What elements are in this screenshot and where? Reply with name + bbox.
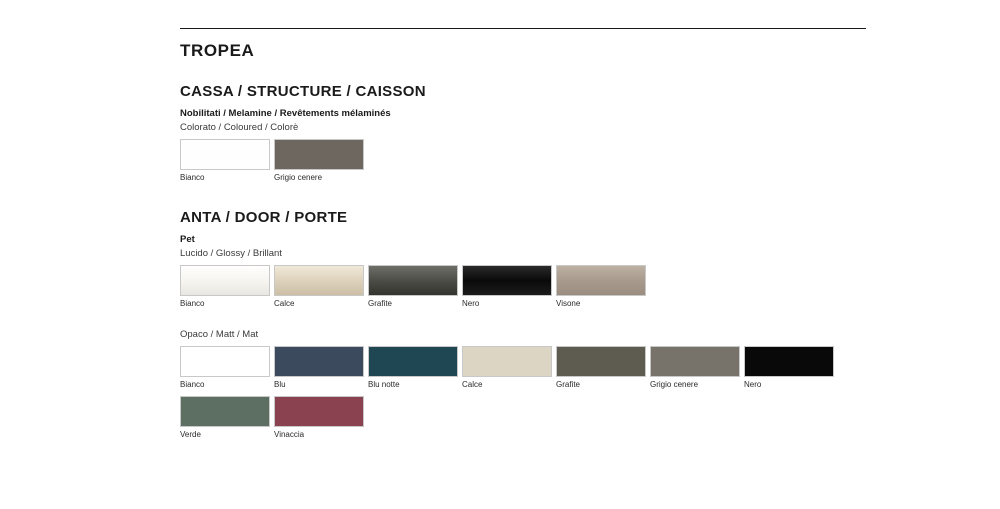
section-title-anta: ANTA / DOOR / PORTE xyxy=(180,209,348,226)
swatch-label: Grafite xyxy=(368,299,393,308)
color-swatch[interactable] xyxy=(368,265,458,296)
color-swatch[interactable] xyxy=(274,265,364,296)
header-divider xyxy=(180,28,866,29)
color-swatch[interactable] xyxy=(180,346,270,377)
swatch-item[interactable] xyxy=(650,346,744,390)
swatch-item[interactable] xyxy=(274,346,368,390)
swatch-label: Calce xyxy=(274,299,295,308)
swatch-item[interactable] xyxy=(368,346,462,390)
color-swatch[interactable] xyxy=(180,396,270,427)
swatch-item[interactable] xyxy=(180,139,274,183)
swatch-label: Grigio cenere xyxy=(650,380,699,389)
color-swatch[interactable] xyxy=(180,139,270,170)
swatch-row-anta-opaco xyxy=(180,346,866,390)
swatch-item[interactable] xyxy=(462,265,556,309)
color-swatch[interactable] xyxy=(650,346,740,377)
swatch-label: Visone xyxy=(556,299,581,308)
color-swatch[interactable] xyxy=(274,346,364,377)
document-content xyxy=(180,28,866,446)
swatch-item[interactable] xyxy=(180,396,274,440)
swatch-label: Blu xyxy=(274,380,286,389)
section-title-cassa: CASSA / STRUCTURE / CAISSON xyxy=(180,83,426,100)
swatch-item[interactable] xyxy=(462,346,556,390)
swatch-label: Bianco xyxy=(180,380,205,389)
swatch-item[interactable] xyxy=(180,265,274,309)
swatch-label: Bianco xyxy=(180,299,205,308)
swatch-item[interactable] xyxy=(180,346,274,390)
swatch-item[interactable] xyxy=(368,265,462,309)
swatch-label: Vinaccia xyxy=(274,430,305,439)
color-swatch[interactable] xyxy=(556,265,646,296)
finish-title-colorato: Colorato / Coloured / Colorè xyxy=(180,122,299,133)
swatch-label: Calce xyxy=(462,380,483,389)
color-swatch[interactable] xyxy=(462,346,552,377)
finish-title-opaco: Opaco / Matt / Mat xyxy=(180,329,259,340)
material-title-pet: Pet xyxy=(180,234,195,245)
spacer xyxy=(180,315,866,329)
swatch-label: Grafite xyxy=(556,380,581,389)
material-title-nobilitati: Nobilitati / Melamine / Revêtements mélaminés xyxy=(180,108,391,119)
swatch-label: Bianco xyxy=(180,173,205,182)
swatch-item[interactable] xyxy=(274,396,368,440)
color-swatch[interactable] xyxy=(368,346,458,377)
swatch-label: Nero xyxy=(744,380,762,389)
finish-title-lucido: Lucido / Glossy / Brillant xyxy=(180,248,282,259)
swatch-item[interactable] xyxy=(744,346,838,390)
swatch-label: Nero xyxy=(462,299,480,308)
color-swatch[interactable] xyxy=(462,265,552,296)
swatch-label: Grigio cenere xyxy=(274,173,323,182)
swatch-label: Blu notte xyxy=(368,380,400,389)
color-swatch[interactable] xyxy=(744,346,834,377)
color-swatch[interactable] xyxy=(180,265,270,296)
page-title: TROPEA xyxy=(180,41,255,60)
swatch-row-anta-lucido xyxy=(180,265,866,309)
swatch-row-anta-opaco-2 xyxy=(180,396,866,440)
color-swatch[interactable] xyxy=(274,396,364,427)
color-swatch[interactable] xyxy=(556,346,646,377)
spacer xyxy=(180,189,866,209)
swatch-item[interactable] xyxy=(274,139,368,183)
swatch-item[interactable] xyxy=(556,346,650,390)
swatch-item[interactable] xyxy=(274,265,368,309)
swatch-label: Verde xyxy=(180,430,201,439)
color-swatch[interactable] xyxy=(274,139,364,170)
swatch-item[interactable] xyxy=(556,265,650,309)
swatch-row-cassa-colorato xyxy=(180,139,866,183)
